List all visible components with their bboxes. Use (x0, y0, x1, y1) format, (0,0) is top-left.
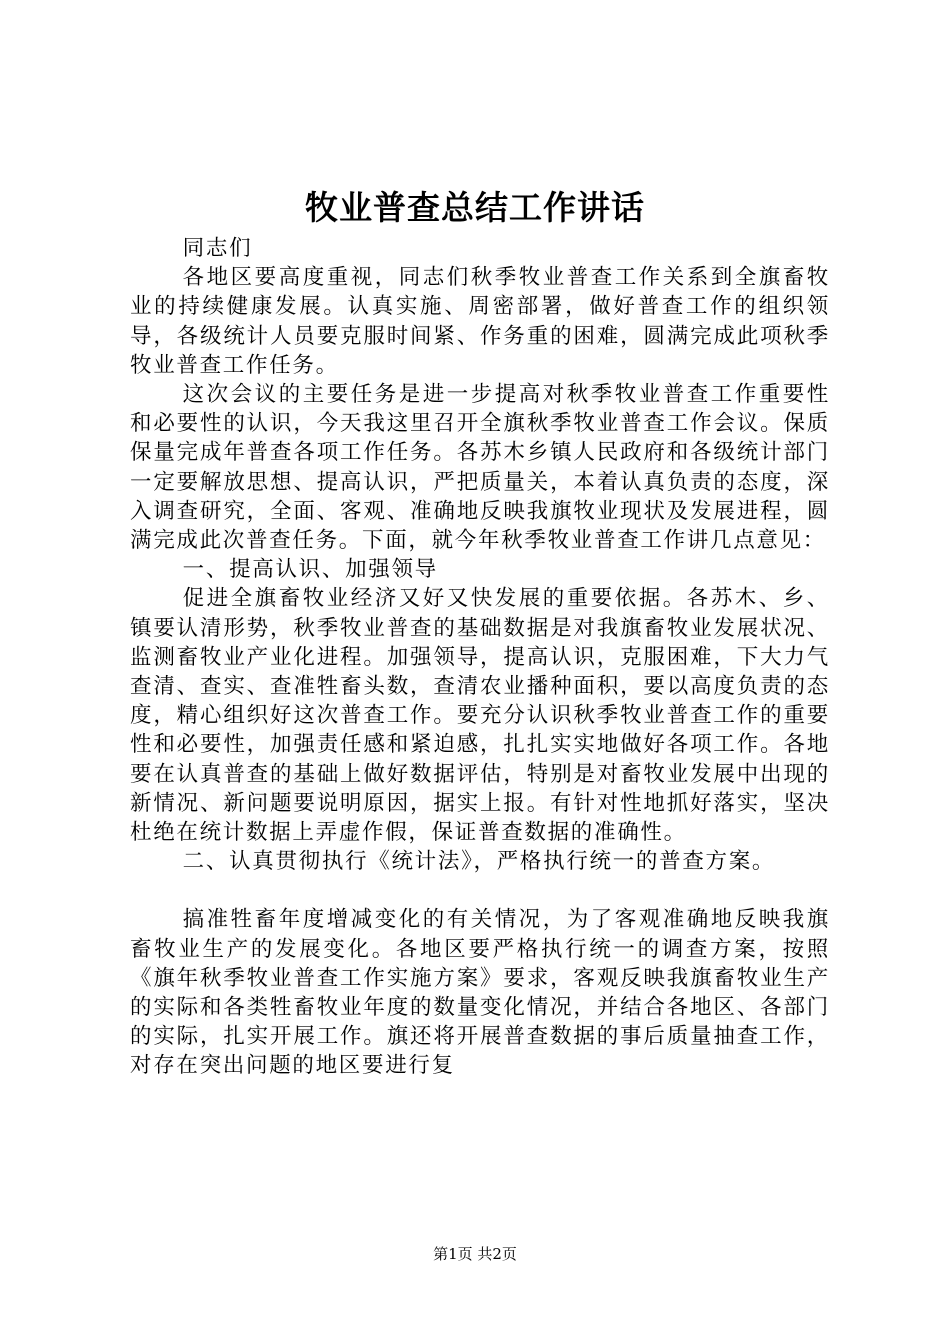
blank-line (130, 876, 830, 905)
page-number-footer: 第1页 共2页 (433, 1245, 517, 1263)
section-heading-1: 一、提高认识、加强领导 (182, 557, 438, 583)
paragraph-3: 促进全旗畜牧业经济又好又快发展的重要依据。各苏木、乡、镇要认清形势，秋季牧业普查的基础数据是对我旗畜牧业发展状况、监测畜牧业产业化进程。加强领导，提高认识，克服困难，下大力气查清、查实、查准牲畜头数，查清农业播种面积，要以高度负责的态度，精心组织好这次普查工作。要充分认识秋季牧业普查工作的重要性和必要性，加强责任感和紧迫感，扎扎实实地做好各项工作。各地要在认真普查的基础上做好数据评估，特别是对畜牧业发展中出现的新情况、新问题要说明原因，据实上报。有针对性地抓好落实，坚决杜绝在统计数据上弄虚作假，保证普查数据的准确性。 (130, 586, 830, 846)
document-title: 牧业普查总结工作讲话 (305, 188, 645, 227)
salutation: 同志们 (182, 236, 253, 261)
document-body (130, 234, 830, 1081)
paragraph-2: 这次会议的主要任务是进一步提高对秋季牧业普查工作重要性和必要性的认识，今天我这里召开全旗秋季牧业普查工作会议。保质保量完成年普查各项工作任务。各苏木乡镇人民政府和各级统计部门一定要解放思想、提高认识，严把质量关，本着认真负责的态度，深入调查研究，全面、客观、准确地反映我旗牧业现状及发展进程，圆满完成此次普查任务。下面，就今年秋季牧业普查工作讲几点意见： (130, 382, 830, 554)
paragraph-4: 搞准牲畜年度增减变化的有关情况，为了客观准确地反映我旗畜牧业生产的发展变化。各地区要严格执行统一的调查方案，按照《旗年秋季牧业普查工作实施方案》要求，客观反映我旗畜牧业生产的实际和各类牲畜牧业年度的数量变化情况，并结合各地区、各部门的实际，扎实开展工作。旗还将开展普查数据的事后质量抽查工作，对存在突出问题的地区要进行复 (130, 907, 830, 1079)
section-heading-2: 二、认真贯彻执行《统计法》，严格执行统一的普查方案。 (182, 849, 776, 875)
paragraph-1: 各地区要高度重视，同志们秋季牧业普查工作关系到全旗畜牧业的持续健康发展。认真实施、周密部署，做好普查工作的组织领导，各级统计人员要克服时间紧、作务重的困难，圆满完成此项秋季牧业普查工作任务。 (130, 265, 830, 378)
